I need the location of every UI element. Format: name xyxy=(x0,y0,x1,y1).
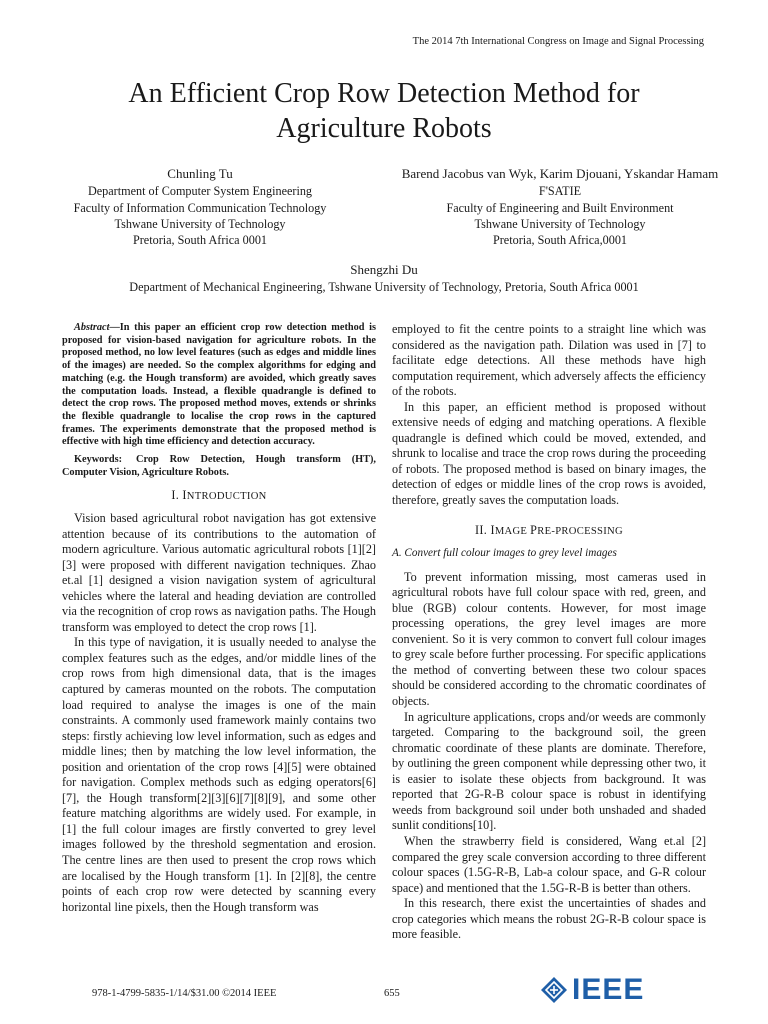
abstract-lead: Abstract xyxy=(74,322,110,333)
conference-header: The 2014 7th International Congress on Image and Signal Processing xyxy=(412,36,704,47)
affiliation-line: Tshwane University of Technology xyxy=(114,216,286,231)
abstract-text: —In this paper an efficient crop row detection method is proposed for vision-based navigation for agriculture robots. In the proposed method, no low level features (such as edges and middle lines of the images) are needed. So the complex algorithms for edging and matching (e.g. the Hough transform) are avoided, which greatly saves the computation loads. Instead, a flexible quadrangle is defined to detect the crop rows. The proposed method moves, extends or shrinks the flexible quadrangle to localise the crop rows in the captured frames. The experiments demonstrate that the proposed method is effective with high time efficiency and detection accuracy. xyxy=(62,322,376,448)
ieee-logo-text: IEEE xyxy=(572,973,645,1006)
section-heading-image-preprocessing: II. IMAGE PRE-PROCESSING xyxy=(475,522,623,537)
body-paragraph: In this type of navigation, it is usually needed to analyse the complex features such as the edges, and/or middle lines of the crop rows from high dimensional data, that is the images captured by cameras mounted on the robots. The computation load required to analyse the images is one of the main constraints. A commonly used framework mainly contains two steps: firstly achieving low level information, such as edges and middle lines; then by matching the low level information, the position and orientation of the crop rows [4][5] were obtained for navigation. Complex methods such as edging operators[6][7], the Hough transform[2][3][6][7][8][9], and some other feature matching algorithms are widely used. For example, in [1] the full colour images are firstly converted to grey level images followed by the threshold segmentation and erosion. The centre lines are then used to present the crop rows which are localised by the Hough transform [1]. In [2][8], the centre points of each crop row were detected by scanning every horizontal line pixels, then the Hough transform was xyxy=(62,635,376,914)
body-paragraph: To prevent information missing, most cameras used in agricultural robots have full colour space with red, green, and blue (RGB) colour contents. However, for most image processing operations, the grey level images are more convenient. So it is very common to convert full colour images to grey scale before further processing. For specific applications the method of converting between these two colour spaces should be considered according to the chromatic coordinates of objects. xyxy=(392,569,706,709)
affiliation-line: Faculty of Information Communication Technology xyxy=(73,200,327,215)
affiliation-line: Department of Computer System Engineering xyxy=(87,184,313,199)
footer-isbn: 978-1-4799-5835-1/14/$31.00 ©2014 IEEE xyxy=(92,988,277,999)
keywords-label: Keywords: xyxy=(74,454,123,466)
keywords xyxy=(62,454,376,479)
affiliation-line: Pretoria, South Africa,0001 xyxy=(492,233,628,248)
page-number: 655 xyxy=(384,988,400,999)
author-name: Chunling Tu xyxy=(167,166,233,181)
affiliation-line: F'SATIE xyxy=(538,184,582,199)
author-name: Shengzhi Du xyxy=(350,262,418,277)
affiliation-line: Faculty of Engineering and Built Environment xyxy=(446,200,674,215)
author-block-right xyxy=(370,166,750,248)
affiliation-line: Tshwane University of Technology xyxy=(474,216,646,231)
body-paragraph: When the strawberry field is considered, Wang et.al [2] compared the grey scale conversion according to three different colour spaces (1.5G-R-B, Lab-a colour space, and G-R colour space) and mentioned that the 1.5G-R-B is better than others. xyxy=(392,833,706,895)
body-paragraph: employed to fit the centre points to a straight line which was considered as the navigation path. Dilation was used in [7] to facilitate edge detections. All these methods have high computation requirement, which adversely affects the efficiency of the robots. xyxy=(392,322,706,399)
keywords-text: Crop Row Detection, Hough transform (HT), Computer Vision, Agriculture Robots. xyxy=(62,454,376,478)
ieee-logo xyxy=(540,970,644,1010)
subsection-heading: A. Convert full colour images to grey level images xyxy=(392,547,617,560)
left-column xyxy=(62,322,376,915)
abstract xyxy=(62,322,376,449)
author-block-left xyxy=(30,166,370,248)
paper-title xyxy=(40,76,728,146)
author-names: Barend Jacobus van Wyk, Karim Djouani, Yskandar Hamam xyxy=(401,166,719,181)
section-heading-introduction: I. INTRODUCTION xyxy=(171,488,267,503)
ieee-diamond-icon xyxy=(540,976,568,1004)
author-block-third xyxy=(20,262,748,296)
body-paragraph: Vision based agricultural robot navigation has got extensive attention because of its contributions to the automation of modern agriculture. Various automatic agricultural robots [1][2][3] were proposed with different navigation techniques. Zhao et.al [1] designed a vision navigation system of agricultural vehicles where the lateral and heading deviation are controlled via the recognition of crop rows as navigation paths. The Hough transform was employed to detect the crop rows [1]. xyxy=(62,510,376,634)
title-line-1: An Efficient Crop Row Detection Method for xyxy=(128,78,640,109)
body-paragraph: In this paper, an efficient method is proposed without extensive needs of edging and matching operations. A flexible quadrangle is defined which could be moved, extended, and shrunk to localise and trace the crop rows during the proceeding of robots. The proposed method is based on binary images, the detection of edges or middle lines of the crop rows is avoided, therefore, greatly saves the computation loads. xyxy=(392,399,706,508)
affiliation-line: Pretoria, South Africa 0001 xyxy=(132,233,268,248)
affiliation-line: Department of Mechanical Engineering, Tshwane University of Technology, Pretoria, South Africa 0001 xyxy=(129,280,639,295)
title-line-2: Agriculture Robots xyxy=(276,113,492,144)
right-column xyxy=(392,322,706,943)
body-paragraph: In agriculture applications, crops and/or weeds are commonly targeted. Comparing to the background soil, the green chromatic coordinate of these plants are dominate. Therefore, by outlining the green component while depressing other two, it is easier to isolate these objects from background. It was reported that 2G-R-B colour space is robust in identifying weeds from background soil under both unshaded and shaded sunlit conditions[10]. xyxy=(392,709,706,833)
body-paragraph: In this research, there exist the uncertainties of shades and crop categories which means the robust 2G-R-B colour space is more feasible. xyxy=(392,896,706,942)
